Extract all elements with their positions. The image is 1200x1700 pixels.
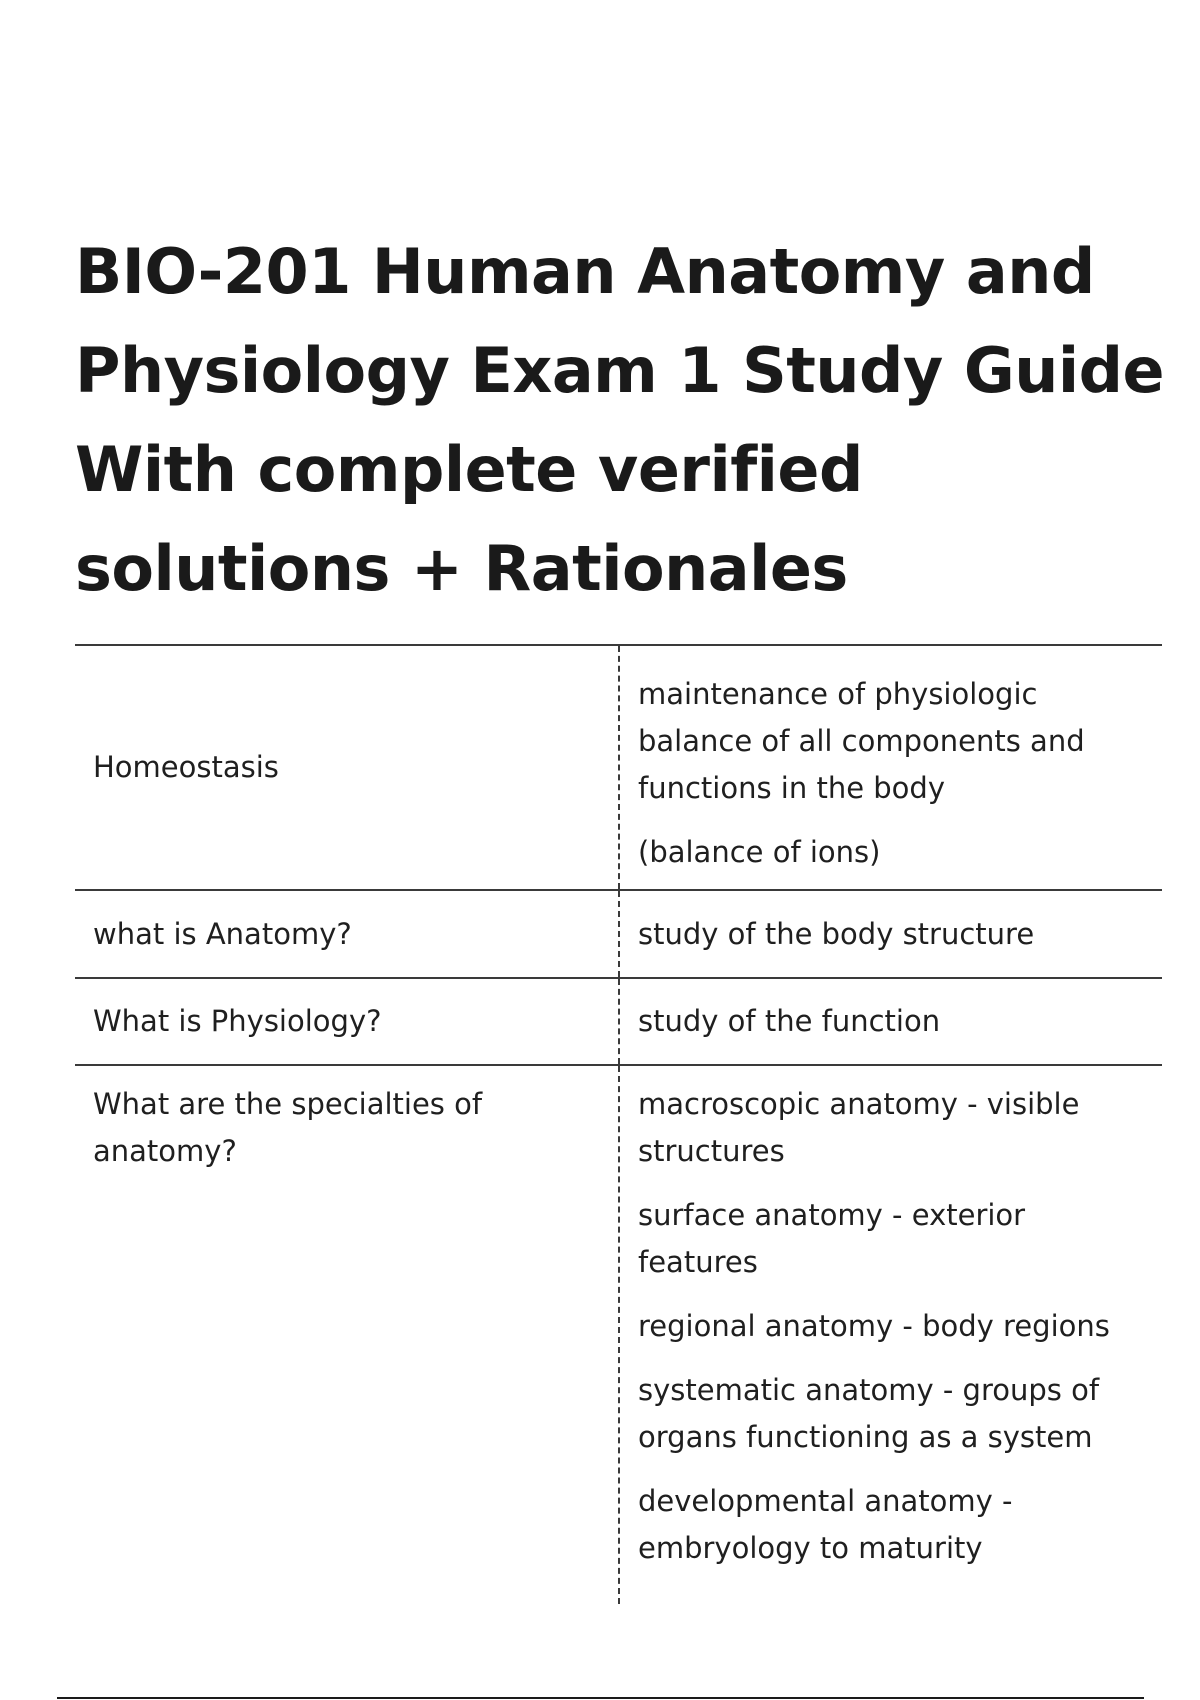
definition-text: macroscopic anatomy - visible structures: [638, 1087, 1080, 1168]
term-cell: [75, 1066, 620, 1604]
term-text: what is Anatomy?: [93, 916, 352, 951]
definition-cell: [620, 891, 1162, 977]
definition-text: maintenance of physiologic balance of all components and functions in the body: [638, 677, 1085, 805]
term-cell: [75, 646, 620, 889]
term-text: What are the specialties of anatomy?: [93, 1087, 483, 1168]
definition-text: study of the body structure: [638, 916, 1035, 951]
term-text: Homeostasis: [93, 750, 279, 784]
term-cell: [75, 891, 620, 977]
definition-text: (balance of ions): [638, 835, 881, 869]
table-row: [75, 891, 1162, 979]
definition-cell: [620, 1066, 1162, 1604]
footer-divider: [57, 1697, 1144, 1699]
table-row: [75, 979, 1162, 1066]
study-table: [75, 644, 1162, 1604]
table-row: [75, 1066, 1162, 1604]
table-row: [75, 646, 1162, 891]
definition-cell: [620, 646, 1162, 889]
definition-text: surface anatomy - exterior features: [638, 1198, 1026, 1279]
term-cell: [75, 979, 620, 1064]
definition-text: systematic anatomy - groups of organs functioning as a system: [638, 1373, 1100, 1454]
term-text: What is Physiology?: [93, 1004, 382, 1038]
page-title: BIO-201 Human Anatomy and Physiology Exam 1 Study Guide With complete verified solutions + Rationales: [75, 235, 1165, 605]
definition-text: regional anatomy - body regions: [638, 1309, 1110, 1343]
definition-text: developmental anatomy - embryology to maturity: [638, 1484, 1013, 1565]
definition-cell: [620, 979, 1162, 1064]
definition-text: study of the function: [638, 1004, 941, 1038]
